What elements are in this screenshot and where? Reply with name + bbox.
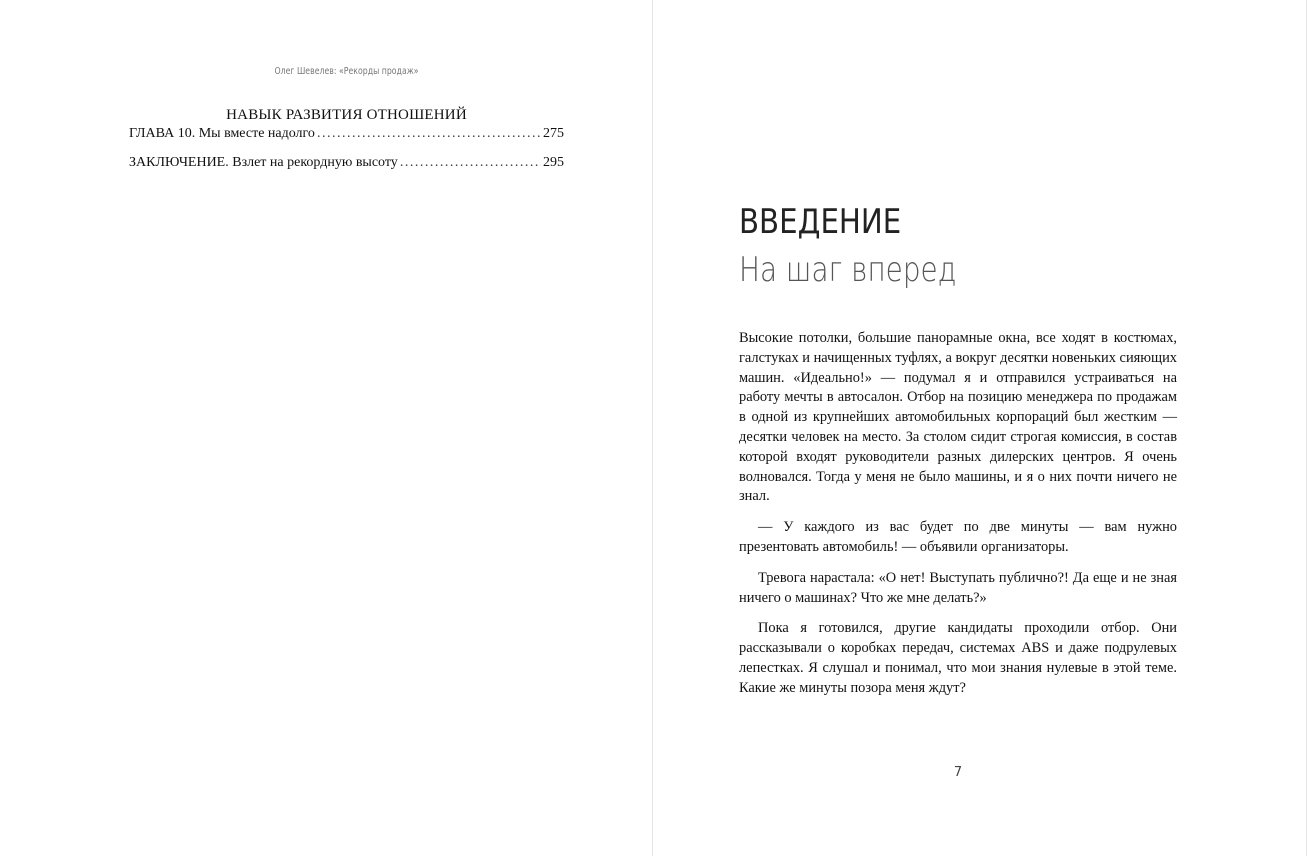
toc-dot-leader [400, 154, 541, 172]
table-of-contents [129, 106, 564, 172]
toc-entry-label: ГЛАВА 10. Мы вместе надолго [129, 126, 315, 141]
toc-dot-leader [317, 125, 541, 143]
toc-entry-page: 275 [543, 126, 564, 141]
paragraph: Тревога нарастала: «О нет! Выступать публично?! Да еще и не зная ничего о машинах? Что же мне делать?» [739, 569, 1177, 606]
toc-entry[interactable] [129, 125, 564, 143]
toc-entry-page: 295 [543, 155, 564, 170]
toc-section-title: НАВЫК РАЗВИТИЯ ОТНОШЕНИЙ [226, 107, 467, 123]
body-text [739, 329, 1177, 710]
chapter-title: ВВЕДЕНИЕ [739, 202, 902, 242]
page-number: 7 [953, 765, 963, 780]
paragraph: Высокие потолки, большие панорамные окна, все ходят в костюмах, галстуках и начищенных туфлях, а вокруг десятки новеньких сияющих машин. «Идеально!» — подумал я и отправился устраиваться на работу мечты в автосалон. Отбор на позицию менеджера по продажам в одной из крупнейших автомобильных корпораций был жестким — десятки человек на место. За столом сидит строгая комиссия, в состав которой входят руководители разных дилерских центров. Я очень волновался. Тогда у меня не было машины, и я о них почти ничего не знал. [739, 330, 1177, 505]
toc-entry-label: ЗАКЛЮЧЕНИЕ. Взлет на рекордную высоту [129, 155, 398, 170]
toc-entry[interactable] [129, 154, 564, 172]
paragraph: Пока я готовился, другие кандидаты проходили отбор. Они рассказывали о коробках передач, системах ABS и даже подрулевых лепестках. Я слушал и понимал, что мои знания нулевые в этой теме. Какие же минуты позора меня ждут? [739, 620, 1177, 696]
chapter-subtitle: На шаг вперед [739, 250, 957, 290]
page-edge [1306, 0, 1307, 856]
paragraph: — У каждого из вас будет по две минуты — вам нужно презентовать автомобиль! — объявили организаторы. [739, 519, 1177, 555]
running-head: Олег Шевелев: «Рекорды продаж» [274, 66, 419, 77]
